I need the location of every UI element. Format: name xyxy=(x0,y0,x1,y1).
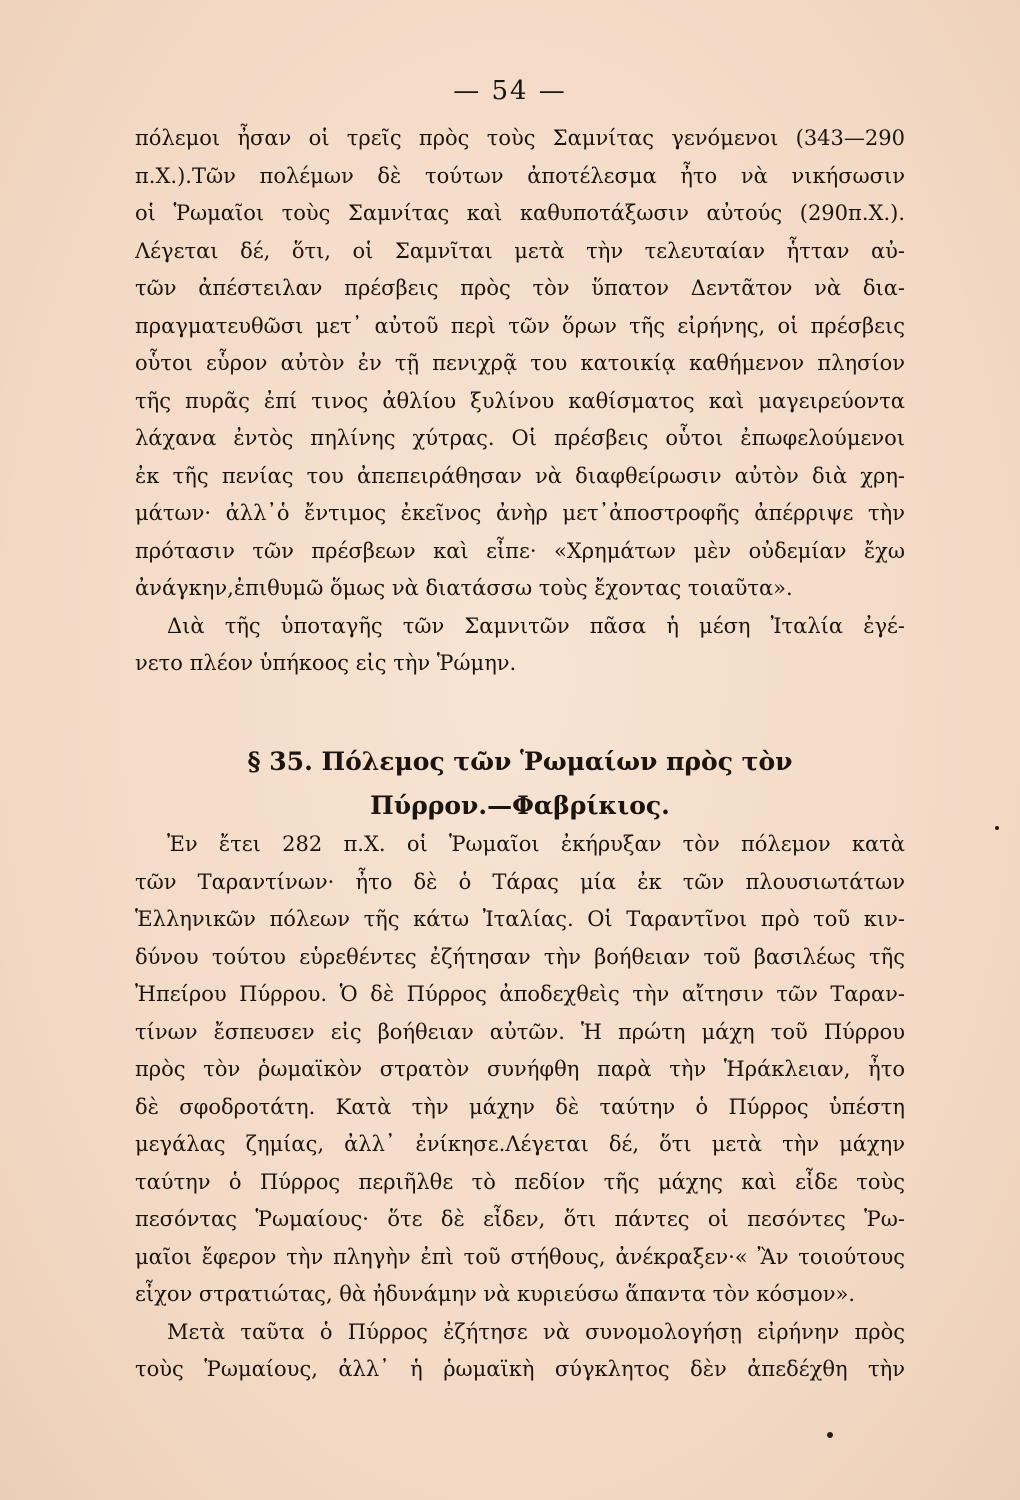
ink-speck xyxy=(827,1432,833,1438)
text-line: ἐκ τῆς πενίας του ἀπεπειράθησαν νὰ διαφθείρωσιν αὐτὸν διὰ χρη- xyxy=(135,463,905,488)
text-line: εἶχον στρατιώτας, θὰ ἠδυνάμην νὰ κυριεύσω ἅπαντα τὸν κόσμον». xyxy=(135,1282,856,1306)
text-line: τῶν Ταραντίνων· ἦτο δὲ ὁ Τάρας μία ἐκ τῶν πλουσιωτάτων xyxy=(135,869,905,894)
text-line: Διὰ τῆς ὑποταγῆς τῶν Σαμνιτῶν πᾶσα ἡ μέση Ἰταλία ἐγέ- xyxy=(167,613,905,638)
text-line: πραγματευθῶσι μετ᾿ αὐτοῦ περὶ τῶν ὅρων τῆς εἰρήνης, οἱ πρέσβεις xyxy=(135,313,905,338)
text-line: οὗτοι εὗρον αὐτὸν ἐν τῇ πενιχρᾷ του κατοικίᾳ καθήμενον πλησίον xyxy=(135,351,905,375)
text-line: πρότασιν τῶν πρέσβεων καὶ εἶπε· «Χρημάτων μὲν οὐδεμίαν ἔχω xyxy=(135,538,905,563)
text-line: τῆς πυρᾶς ἐπί τινος ἀθλίου ξυλίνου καθίσματος καὶ μαγειρεύοντα xyxy=(135,388,905,413)
text-line: Ἑλληνικῶν πόλεων τῆς κάτω Ἰταλίας. Οἱ Ταραντῖνοι πρὸ τοῦ κιν- xyxy=(135,907,905,931)
body-text-upper xyxy=(135,120,905,683)
text-line: Ἐν ἔτει 282 π.Χ. οἱ Ῥωμαῖοι ἐκήρυξαν τὸν πόλεμον κατὰ xyxy=(167,832,905,856)
text-line: μάτων· ἀλλ᾿ὁ ἔντιμος ἐκεῖνος ἀνὴρ μετ᾿ἀποστροφῆς ἀπέρριψε τὴν xyxy=(135,501,905,525)
text-line: πόλεμοι ἦσαν οἱ τρεῖς πρὸς τοὺς Σαμνίτας γενόμενοι (343—290 xyxy=(135,126,905,150)
text-line: μεγάλας ζημίας, ἀλλ᾿ ἐνίκησε.Λέγεται δέ, ὅτι μετὰ τὴν μάχην xyxy=(135,1132,905,1156)
text-line: τοὺς Ῥωμαίους, ἀλλ᾿ ἡ ῥωμαϊκὴ σύγκλητος δὲν ἀπεδέχθη τὴν xyxy=(135,1357,905,1381)
text-line: νετο πλέον ὑπήκοος εἰς τὴν Ῥώμην. xyxy=(135,651,517,675)
paragraph xyxy=(135,1314,905,1389)
text-line: Μετὰ ταῦτα ὁ Πύρρος ἐζήτησε νὰ συνομολογήσῃ εἰρήνην πρὸς xyxy=(167,1319,905,1344)
text-line: τῶν ἀπέστειλαν πρέσβεις πρὸς τὸν ὕπατον Δεντᾶτον νὰ δια- xyxy=(135,276,905,300)
paragraph xyxy=(135,120,905,608)
text-line: ἀνάγκην,ἐπιθυμῶ ὅμως νὰ διατάσσω τοὺς ἔχοντας τοιαῦτα». xyxy=(135,576,793,600)
section-heading xyxy=(135,740,905,828)
body-text-lower xyxy=(135,826,905,1389)
paragraph xyxy=(135,608,905,683)
text-line: οἱ Ῥωμαῖοι τοὺς Σαμνίτας καὶ καθυποτάξωσιν αὐτούς (290π.Χ.). xyxy=(135,201,905,225)
text-line: δύνου τούτου εὑρεθέντες ἐζήτησαν τὴν βοήθειαν τοῦ βασιλέως τῆς xyxy=(135,944,905,969)
text-line: ταύτην ὁ Πύρρος περιῆλθε τὸ πεδίον τῆς μάχης καὶ εἶδε τοὺς xyxy=(135,1169,905,1194)
text-line: Ἠπείρου Πύρρου. Ὁ δὲ Πύρρος ἀποδεχθεὶς τὴν αἴτησιν τῶν Ταραν- xyxy=(135,982,905,1006)
text-line: Λέγεται δέ, ὅτι, οἱ Σαμνῖται μετὰ τὴν τελευταίαν ἧτταν αὐ- xyxy=(135,238,905,263)
text-line: μαῖοι ἔφερον τὴν πληγὴν ἐπὶ τοῦ στήθους, ἀνέκραξεν·« Ἂν τοιούτους xyxy=(135,1244,905,1269)
paragraph xyxy=(135,826,905,1314)
text-line: πρὸς τὸν ῥωμαϊκὸν στρατὸν συνήφθη παρὰ τὴν Ἡράκλειαν, ἦτο xyxy=(135,1057,905,1081)
text-line: τίνων ἔσπευσεν εἰς βοήθειαν αὐτῶν. Ἡ πρώτη μάχη τοῦ Πύρρου xyxy=(135,1019,905,1044)
text-line: λάχανα ἐντὸς πηλίνης χύτρας. Οἱ πρέσβεις οὗτοι ἐπωφελούμενοι xyxy=(135,426,905,450)
ink-speck xyxy=(995,826,999,830)
text-line: πεσόντας Ῥωμαίους· ὅτε δὲ εἶδεν, ὅτι πάντες οἱ πεσόντες Ῥω- xyxy=(135,1207,905,1231)
section-heading-line: § 35. Πόλεμος τῶν Ῥωμαίων πρὸς τὸν xyxy=(247,747,793,776)
text-line: π.Χ.).Τῶν πολέμων δὲ τούτων ἀποτέλεσμα ἦτο νὰ νικήσωσιν xyxy=(135,163,905,188)
section-heading-line: Πύρρον.—Φαβρίκιος. xyxy=(370,791,670,820)
text-line: δὲ σφοδροτάτη. Κατὰ τὴν μάχην δὲ ταύτην ὁ Πύρρος ὑπέστη xyxy=(135,1094,905,1119)
page-number: — 54 — xyxy=(453,76,567,106)
